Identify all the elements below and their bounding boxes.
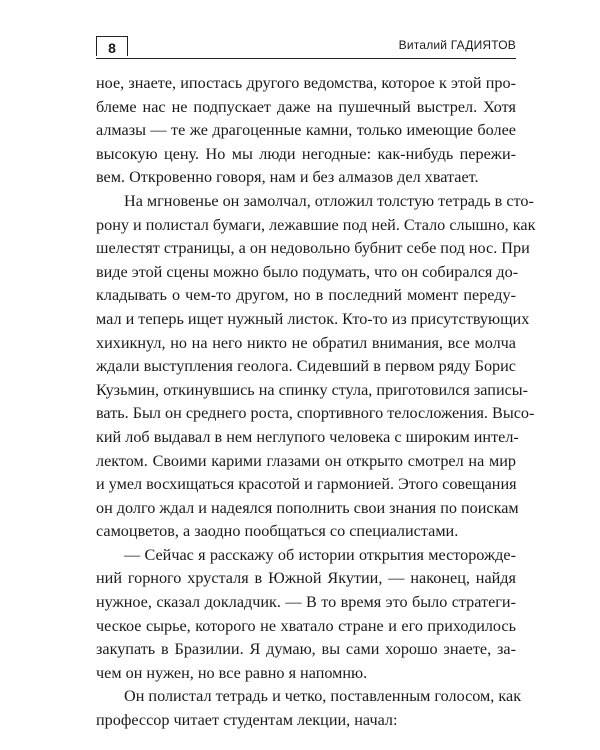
text-line: ческое сырье, которого не хватало стране и его приходилось [96, 616, 516, 635]
text-line: профессор читает студентам лекции, начал: [96, 711, 398, 730]
text-line: высокую цену. Но мы люди негодные: как-нибудь пережи- [96, 144, 516, 163]
text-line: он долго ждал и надеялся пополнить свои знания по поискам [96, 498, 519, 517]
text-line: ждали выступления геолога. Сидевший в первом ряду Борис [96, 357, 516, 376]
text-line: виде этой сцены можно было подумать, что он собирался до- [96, 262, 519, 281]
paragraph [96, 544, 516, 686]
text-line: лектом. Своими карими глазами он открыто смотрел на мир [96, 451, 516, 470]
text-line: На мгновенье он замолчал, отложил толстую тетрадь в сто- [124, 191, 534, 210]
body-text [96, 72, 536, 733]
text-line: Он полистал тетрадь и четко, поставленным голосом, как [124, 687, 522, 706]
text-line: кладывать о чем-то другом, но в последний момент переду- [96, 286, 516, 305]
page-header [96, 34, 516, 59]
text-line: алмазы — те же драгоценные камни, только имеющие более [96, 121, 516, 140]
text-line: и умел восхищаться красотой и гармонией. Этого совещания [96, 475, 517, 494]
text-line: Кузьмин, откинувшись на спинку стула, приготовился записы- [96, 380, 529, 399]
paragraph [96, 190, 536, 544]
paragraph [96, 685, 522, 732]
text-line: самоцветов, а заодно пообщаться со специалистами. [96, 522, 459, 541]
text-line: мал и теперь ищет нужный листок. Кто-то из присутствующих [96, 309, 530, 328]
text-line: вем. Откровенно говоря, нам и без алмазов дел хватает. [96, 168, 479, 187]
page-number: 8 [96, 36, 128, 56]
text-line: чем он нужен, но все равно я напомню. [96, 663, 368, 682]
text-line: хихикнул, но на него никто не обратил внимания, все молча [96, 333, 516, 352]
text-line: кий лоб выдавал в нем неглупого человека с широким интел- [96, 427, 519, 446]
text-line: блеме нас не подпускает даже на пушечный выстрел. Хотя [96, 97, 516, 116]
text-line: нужное, сказал докладчик. — В то время это было стратеги- [96, 593, 516, 612]
text-line: — Сейчас я расскажу об истории открытия месторожде- [124, 545, 516, 564]
text-line: вать. Был он среднего роста, спортивного телосложения. Высо- [96, 404, 535, 423]
text-line: закупать в Бразилии. Я думаю, вы сами хорошо знаете, за- [96, 640, 516, 659]
running-head-author: Виталий ГАДИЯТОВ [398, 38, 516, 52]
paragraph [96, 72, 516, 190]
text-line: ное, знаете, ипостась другого ведомства, которое к этой про- [96, 74, 516, 92]
text-line: шелестят страницы, а он недовольно бубнит себе под нос. При [96, 239, 530, 258]
text-line: ний горного хрусталя в Южной Якутии, — наконец, найдя [96, 569, 516, 588]
text-line: рону и полистал бумаги, лежавшие под ней. Стало слышно, как [96, 215, 536, 234]
